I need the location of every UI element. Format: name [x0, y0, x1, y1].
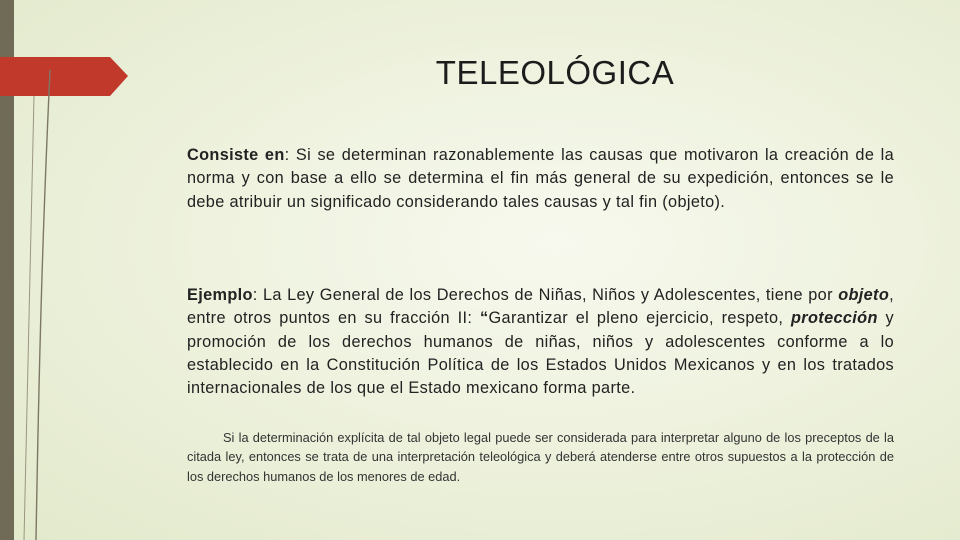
example-text-c: Garantizar el pleno ejercicio, respeto, [488, 309, 792, 328]
decorative-curve-line [36, 70, 50, 540]
slide-title: TELEOLÓGICA [435, 54, 675, 91]
example-term: Ejemplo [187, 286, 253, 304]
example-emphasis-objeto: objeto [838, 286, 890, 304]
red-arrow-shape [0, 57, 128, 96]
note-paragraph [187, 428, 894, 486]
example-text-d: y promoción de los derechos humanos de niñas, niños y adolescentes conforme a lo establecido en la Constitución Política de los Estados Unidos Mexicanos y en los tratados internacionales de los que el Estado mexicano forma parte. [187, 309, 894, 398]
definition-paragraph [187, 144, 894, 214]
definition-term: Consiste en [187, 146, 285, 164]
decorative-curve-line-2 [24, 96, 34, 540]
example-text-a: : La Ley General de los Derechos de Niñas, Niños y Adolescentes, tiene por [252, 286, 839, 304]
note-text: Si la determinación explícita de tal objeto legal puede ser considerada para interpretar alguno de los preceptos de la citada ley, entonces se trata de una interpretación teleológica y deberá atenderse entre otros supuestos a la protección de los derechos humanos de los menores de edad. [187, 430, 894, 484]
example-quote-mark: “ [480, 309, 489, 328]
example-text-b: , entre otros puntos en su fracción II: [187, 286, 894, 328]
definition-text: : Si se determinan razonablemente las causas que motivaron la creación de la norma y con base a ello se determina el fin más general de su expedición, entonces se le debe atribuir un significado considerando tales causas y tal fin (objeto). [187, 146, 894, 211]
example-emphasis-proteccion: protección [791, 309, 878, 328]
example-paragraph [187, 284, 894, 400]
